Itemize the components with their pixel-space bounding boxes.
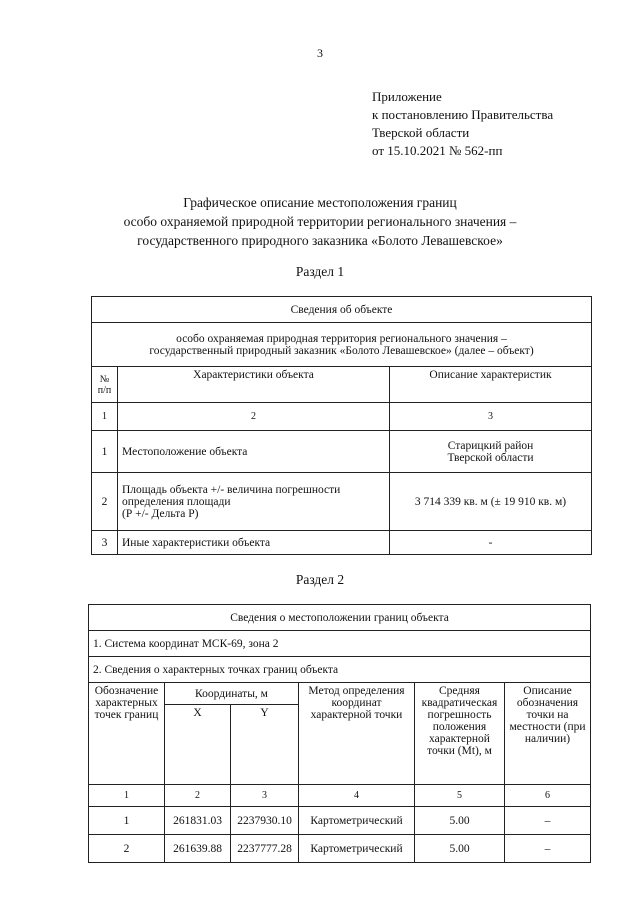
point-x: 261831.03 (165, 807, 231, 835)
appendix-block (372, 88, 553, 160)
description-line: Тверской области (447, 451, 534, 464)
description-line: Старицкий район (447, 439, 534, 452)
point-x: 261639.88 (165, 835, 231, 863)
page-number: 3 (317, 46, 323, 60)
row-characteristic (118, 473, 390, 531)
row-characteristic: Иные характеристики объекта (118, 531, 390, 555)
col-number: 4 (299, 785, 415, 807)
document-title (0, 193, 640, 250)
object-name-cell (92, 323, 592, 367)
row-characteristic: Местоположение объекта (118, 431, 390, 473)
object-name-line: особо охраняемая природная территория регионального значения – (176, 332, 507, 345)
header-y: Y (231, 705, 299, 785)
characteristic-line: Площадь объекта +/- величина погрешности (122, 483, 341, 496)
table-row (89, 835, 591, 863)
point-y: 2237930.10 (231, 807, 299, 835)
header-num: № п/п (92, 367, 118, 403)
points-info-line: 2. Сведения о характерных точках границ объекта (89, 657, 591, 683)
object-name-line: государственный природный заказник «Болото Левашевское» (далее – объект) (149, 344, 534, 357)
col-number: 2 (118, 403, 390, 431)
title-line: Графическое описание местоположения границ (183, 195, 457, 210)
row-description: - (390, 531, 592, 555)
characteristic-line: (Р +/- Дельта Р) (122, 507, 199, 520)
row-num: 2 (92, 473, 118, 531)
header-point-designation: Обозначение характерных точек границ (89, 683, 165, 785)
point-id: 1 (89, 807, 165, 835)
appendix-line: Тверской области (372, 125, 470, 140)
row-num: 3 (92, 531, 118, 555)
table-row (92, 531, 592, 555)
object-info-table (91, 296, 592, 555)
appendix-line: Приложение (372, 89, 442, 104)
col-number: 3 (231, 785, 299, 807)
title-line: государственного природного заказника «Болото Левашевское» (137, 233, 503, 248)
table-caption: Сведения об объекте (92, 297, 592, 323)
header-point-description: Описание обозначения точки на местности (при наличии) (505, 683, 591, 785)
section1-heading: Раздел 1 (295, 264, 345, 279)
col-number: 1 (89, 785, 165, 807)
col-number: 1 (92, 403, 118, 431)
table-caption: Сведения о местоположении границ объекта (89, 605, 591, 631)
col-number: 2 (165, 785, 231, 807)
point-id: 2 (89, 835, 165, 863)
header-method: Метод определения координат характерной точки (299, 683, 415, 785)
table-row (92, 431, 592, 473)
point-description: – (505, 835, 591, 863)
col-number: 5 (415, 785, 505, 807)
appendix-line: от 15.10.2021 № 562-пп (372, 143, 503, 158)
row-num: 1 (92, 431, 118, 473)
col-number: 3 (390, 403, 592, 431)
section2-heading: Раздел 2 (295, 572, 345, 587)
col-number: 6 (505, 785, 591, 807)
row-description (390, 431, 592, 473)
point-y: 2237777.28 (231, 835, 299, 863)
title-line: особо охраняемой природной территории регионального значения – (123, 214, 517, 229)
point-description: – (505, 807, 591, 835)
point-method: Картометрический (299, 807, 415, 835)
header-description: Описание характеристик (390, 367, 592, 403)
characteristic-line: определения площади (122, 495, 231, 508)
point-method: Картометрический (299, 835, 415, 863)
header-error: Средняя квадратическая погрешность положения характерной точки (Mt), м (415, 683, 505, 785)
boundary-points-table (88, 604, 591, 863)
coordinate-system-line: 1. Система координат МСК-69, зона 2 (89, 631, 591, 657)
header-coordinates: Координаты, м (165, 683, 299, 705)
table-row (92, 473, 592, 531)
point-error: 5.00 (415, 807, 505, 835)
row-description: 3 714 339 кв. м (± 19 910 кв. м) (390, 473, 592, 531)
header-x: X (165, 705, 231, 785)
header-characteristic: Характеристики объекта (118, 367, 390, 403)
point-error: 5.00 (415, 835, 505, 863)
appendix-line: к постановлению Правительства (372, 107, 554, 122)
table-row (89, 807, 591, 835)
